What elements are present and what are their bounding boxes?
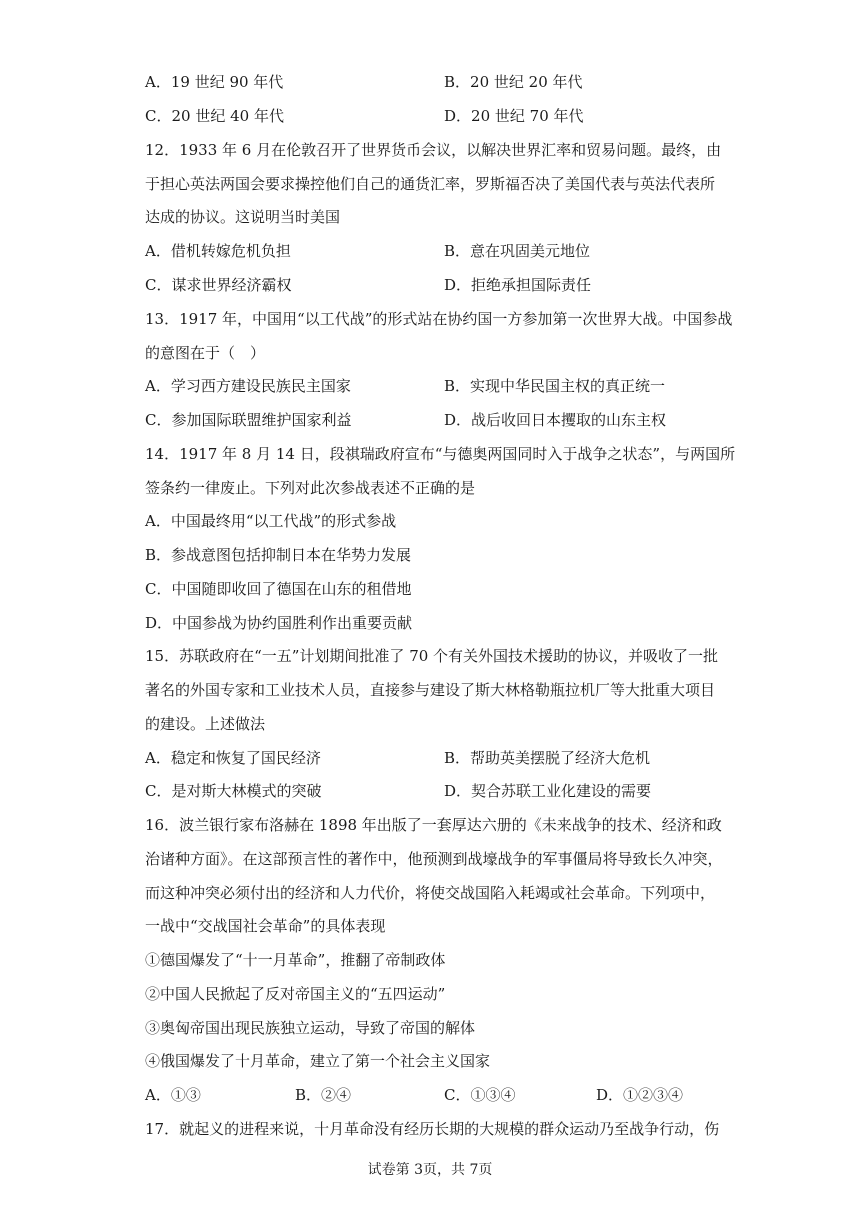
q12-stem-line: 12．1933 年 6 月在伦敦召开了世界货币会议，以解决世界汇率和贸易问题。最终，由 bbox=[145, 141, 722, 159]
q13-option-c: C．参加国际联盟维护国家利益 bbox=[145, 411, 352, 429]
q12-option-c: C．谋求世界经济霸权 bbox=[145, 276, 292, 294]
q14-stem-line: 签条约一律废止。下列对此次参战表述不正确的是 bbox=[145, 479, 476, 497]
q16-stem-line: 16．波兰银行家布洛赫在 1898 年出版了一套厚达六册的《未来战争的技术、经济和政 bbox=[145, 816, 722, 834]
q13-option-b: B．实现中华民国主权的真正统一 bbox=[444, 377, 666, 395]
q11-option-a: A．19 世纪 90 年代 bbox=[145, 73, 284, 91]
q16-statement: ①德国爆发了“十一月革命”，推翻了帝制政体 bbox=[145, 951, 446, 969]
q12-stem-line: 于担心英法两国会要求操控他们自己的通货汇率，罗斯福否决了美国代表与英法代表所 bbox=[145, 175, 716, 193]
q13-stem-line: 的意图在于（ ） bbox=[145, 344, 266, 362]
q13-stem-line: 13．1917 年，中国用“以工代战”的形式站在协约国一方参加第一次世界大战。中国参战 bbox=[145, 310, 733, 328]
q14-stem-line: 14．1917 年 8 月 14 日，段祺瑞政府宣布“与德奥两国同时入于战争之状态”，与两国所 bbox=[145, 445, 736, 463]
q16-stem-line: 治诸种方面》。在这部预言性的著作中，他预测到战壕战争的军事僵局将导致长久冲突， bbox=[145, 850, 723, 868]
q11-option-b: B．20 世纪 20 年代 bbox=[444, 73, 583, 91]
q16-statement: ②中国人民掀起了反对帝国主义的“五四运动” bbox=[145, 985, 446, 1003]
q14-option-b: B．参战意图包括抑制日本在华势力发展 bbox=[145, 546, 412, 564]
q15-stem-line: 著名的外国专家和工业技术人员，直接参与建设了斯大林格勒瓶拉机厂等大批重大项目 bbox=[145, 681, 716, 699]
q12-option-d: D．拒绝承担国际责任 bbox=[444, 276, 592, 294]
q16-option-a: A．①③ bbox=[145, 1086, 201, 1104]
q16-statement: ④俄国爆发了十月革命，建立了第一个社会主义国家 bbox=[145, 1052, 491, 1070]
q11-option-c: C．20 世纪 40 年代 bbox=[145, 107, 284, 125]
q15-option-c: C．是对斯大林模式的突破 bbox=[145, 782, 322, 800]
q11-option-d: D．20 世纪 70 年代 bbox=[444, 107, 584, 125]
q14-option-d: D．中国参战为协约国胜利作出重要贡献 bbox=[145, 614, 413, 632]
q16-option-d: D．①②③④ bbox=[596, 1086, 684, 1104]
q17-stem-line: 17．就起义的进程来说，十月革命没有经历长期的大规模的群众运动乃至战争行动，伤 bbox=[145, 1120, 720, 1138]
q16-statement: ③奥匈帝国出现民族独立运动，导致了帝国的解体 bbox=[145, 1019, 476, 1037]
q13-option-a: A．学习西方建设民族民主国家 bbox=[145, 377, 351, 395]
q14-option-c: C．中国随即收回了德国在山东的租借地 bbox=[145, 580, 412, 598]
q13-option-d: D．战后收回日本攫取的山东主权 bbox=[444, 411, 667, 429]
q12-stem-line: 达成的协议。这说明当时美国 bbox=[145, 208, 341, 226]
q15-stem-line: 15．苏联政府在“一五”计划期间批准了 70 个有关外国技术援助的协议，并吸收了一批 bbox=[145, 647, 719, 665]
q16-option-b: B．②④ bbox=[295, 1086, 352, 1104]
q12-option-b: B．意在巩固美元地位 bbox=[444, 242, 591, 260]
q14-option-a: A．中国最终用“以工代战”的形式参战 bbox=[145, 512, 397, 530]
q16-stem-line: 而这种冲突必须付出的经济和人力代价，将使交战国陷入耗竭或社会革命。下列项中， bbox=[145, 884, 716, 902]
q15-option-a: A．稳定和恢复了国民经济 bbox=[145, 749, 321, 767]
q12-option-a: A．借机转嫁危机负担 bbox=[145, 242, 291, 260]
page-footer: 试卷第 3页，共 7页 bbox=[367, 1162, 493, 1178]
q15-option-b: B．帮助英美摆脱了经济大危机 bbox=[444, 749, 651, 767]
q15-option-d: D．契合苏联工业化建设的需要 bbox=[444, 782, 652, 800]
q16-stem-line: 一战中“交战国社会革命”的具体表现 bbox=[145, 917, 386, 935]
q16-option-c: C．①③④ bbox=[444, 1086, 516, 1104]
q15-stem-line: 的建设。上述做法 bbox=[145, 715, 266, 733]
